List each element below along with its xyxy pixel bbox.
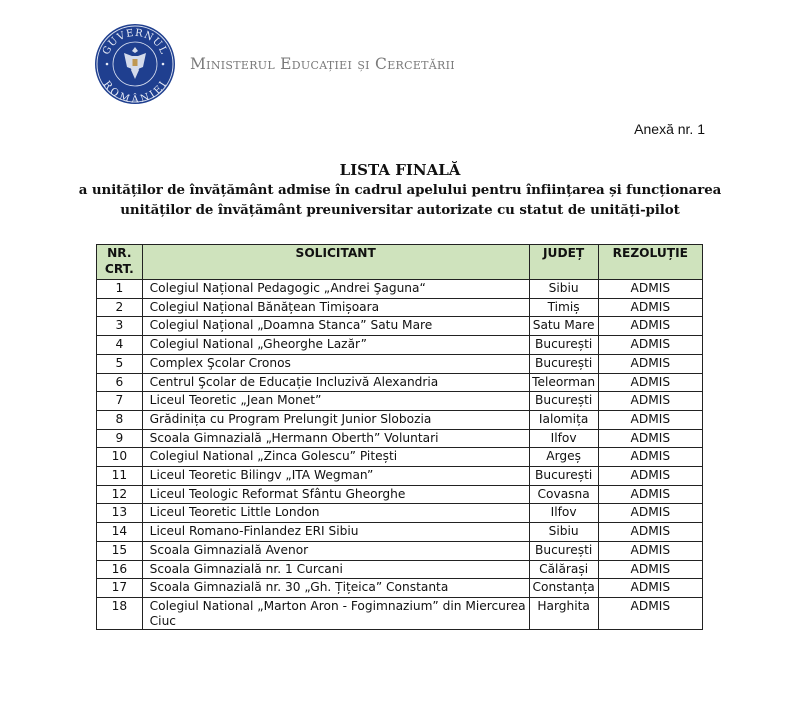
- row-judet: București: [529, 467, 598, 486]
- row-judet: București: [529, 392, 598, 411]
- row-judet: Satu Mare: [529, 317, 598, 336]
- row-rezolutie: ADMIS: [598, 523, 702, 542]
- row-judet: Ilfov: [529, 429, 598, 448]
- row-number: 9: [97, 429, 143, 448]
- document-header: [94, 22, 455, 106]
- row-rezolutie: ADMIS: [598, 448, 702, 467]
- row-solicitant: Scoala Gimnazială nr. 1 Curcani: [142, 560, 529, 579]
- row-judet: Ialomița: [529, 410, 598, 429]
- svg-text:GUVERNUL: GUVERNUL: [100, 27, 170, 57]
- annex-label: Anexă nr. 1: [634, 121, 705, 137]
- row-number: 15: [97, 541, 143, 560]
- column-header-solicitant: SOLICITANT: [142, 245, 529, 280]
- row-rezolutie: ADMIS: [598, 317, 702, 336]
- row-judet: București: [529, 336, 598, 355]
- table-row: [97, 448, 703, 467]
- table-row: [97, 392, 703, 411]
- column-header-judet: JUDEȚ: [529, 245, 598, 280]
- table-row: [97, 579, 703, 598]
- row-judet: Constanța: [529, 579, 598, 598]
- row-rezolutie: ADMIS: [598, 280, 702, 299]
- row-judet: Teleorman: [529, 373, 598, 392]
- admitted-units-table: [96, 244, 703, 630]
- row-solicitant: Liceul Teoretic Little London: [142, 504, 529, 523]
- row-judet: Sibiu: [529, 523, 598, 542]
- government-seal-icon: [94, 23, 176, 105]
- table-row: [97, 336, 703, 355]
- row-solicitant: Colegiul Național „Doamna Stanca” Satu Mare: [142, 317, 529, 336]
- row-number: 4: [97, 336, 143, 355]
- row-judet: Timiș: [529, 298, 598, 317]
- row-rezolutie: ADMIS: [598, 336, 702, 355]
- row-solicitant: Liceul Teologic Reformat Sfântu Gheorghe: [142, 485, 529, 504]
- table-row: [97, 467, 703, 486]
- table-row: [97, 429, 703, 448]
- row-number: 8: [97, 410, 143, 429]
- document-title: LISTA FINALĂ: [339, 161, 461, 179]
- row-judet: București: [529, 354, 598, 373]
- document-subtitle-line-2: unităților de învățământ preuniversitar autorizate cu statut de unități-pilot: [120, 202, 680, 218]
- row-number: 12: [97, 485, 143, 504]
- row-number: 11: [97, 467, 143, 486]
- row-number: 14: [97, 523, 143, 542]
- row-solicitant: Scoala Gimnazială nr. 30 „Gh. Țițeica” Constanta: [142, 579, 529, 598]
- row-solicitant: Scoala Gimnazială „Hermann Oberth” Voluntari: [142, 429, 529, 448]
- row-judet: București: [529, 541, 598, 560]
- table-row: [97, 410, 703, 429]
- row-rezolutie: ADMIS: [598, 392, 702, 411]
- row-solicitant: Colegiul National „Marton Aron - Fogimnazium” din Miercurea Ciuc: [142, 597, 529, 629]
- row-rezolutie: ADMIS: [598, 541, 702, 560]
- row-number: 16: [97, 560, 143, 579]
- row-judet: Covasna: [529, 485, 598, 504]
- row-rezolutie: ADMIS: [598, 298, 702, 317]
- ministry-name: Ministerul Educației și Cercetării: [190, 55, 455, 73]
- row-rezolutie: ADMIS: [598, 373, 702, 392]
- row-rezolutie: ADMIS: [598, 354, 702, 373]
- row-solicitant: Colegiul National „Zinca Golescu” Pitești: [142, 448, 529, 467]
- table-row: [97, 280, 703, 299]
- row-solicitant: Liceul Romano-Finlandez ERI Sibiu: [142, 523, 529, 542]
- row-number: 1: [97, 280, 143, 299]
- column-header-rezolutie: REZOLUȚIE: [598, 245, 702, 280]
- column-header-nr: NR. CRT.: [97, 245, 143, 280]
- row-number: 7: [97, 392, 143, 411]
- row-solicitant: Centrul Şcolar de Educație Incluzivă Alexandria: [142, 373, 529, 392]
- row-solicitant: Grădinița cu Program Prelungit Junior Slobozia: [142, 410, 529, 429]
- row-solicitant: Liceul Teoretic Bilingv „ITA Wegman”: [142, 467, 529, 486]
- row-solicitant: Colegiul National „Gheorghe Lazăr”: [142, 336, 529, 355]
- table-row: [97, 485, 703, 504]
- table-row: [97, 523, 703, 542]
- row-rezolutie: ADMIS: [598, 467, 702, 486]
- row-rezolutie: ADMIS: [598, 485, 702, 504]
- row-number: 2: [97, 298, 143, 317]
- row-judet: Sibiu: [529, 280, 598, 299]
- row-solicitant: Scoala Gimnazială Avenor: [142, 541, 529, 560]
- row-rezolutie: ADMIS: [598, 597, 702, 629]
- row-number: 18: [97, 597, 143, 629]
- table-body: [97, 280, 703, 630]
- row-solicitant: Complex Şcolar Cronos: [142, 354, 529, 373]
- row-judet: Harghita: [529, 597, 598, 629]
- row-judet: Ilfov: [529, 504, 598, 523]
- document-subtitle-line-1: a unităților de învățământ admise în cadrul apelului pentru înființarea și funcționarea: [78, 182, 722, 198]
- table-header-row: [97, 245, 703, 280]
- row-number: 10: [97, 448, 143, 467]
- table-row: [97, 354, 703, 373]
- row-solicitant: Colegiul Național Pedagogic „Andrei Şaguna“: [142, 280, 529, 299]
- row-number: 13: [97, 504, 143, 523]
- row-solicitant: Colegiul Național Bănățean Timișoara: [142, 298, 529, 317]
- row-rezolutie: ADMIS: [598, 429, 702, 448]
- table-row: [97, 560, 703, 579]
- table-row: [97, 298, 703, 317]
- table-row: [97, 317, 703, 336]
- row-solicitant: Liceul Teoretic „Jean Monet”: [142, 392, 529, 411]
- svg-text:ROMÂNIEI: ROMÂNIEI: [100, 79, 170, 105]
- row-rezolutie: ADMIS: [598, 504, 702, 523]
- row-judet: Argeș: [529, 448, 598, 467]
- row-number: 5: [97, 354, 143, 373]
- row-number: 6: [97, 373, 143, 392]
- table-row: [97, 504, 703, 523]
- table-row: [97, 597, 703, 629]
- row-rezolutie: ADMIS: [598, 560, 702, 579]
- row-judet: Călărași: [529, 560, 598, 579]
- row-number: 3: [97, 317, 143, 336]
- row-number: 17: [97, 579, 143, 598]
- row-rezolutie: ADMIS: [598, 410, 702, 429]
- table-row: [97, 541, 703, 560]
- row-rezolutie: ADMIS: [598, 579, 702, 598]
- table-row: [97, 373, 703, 392]
